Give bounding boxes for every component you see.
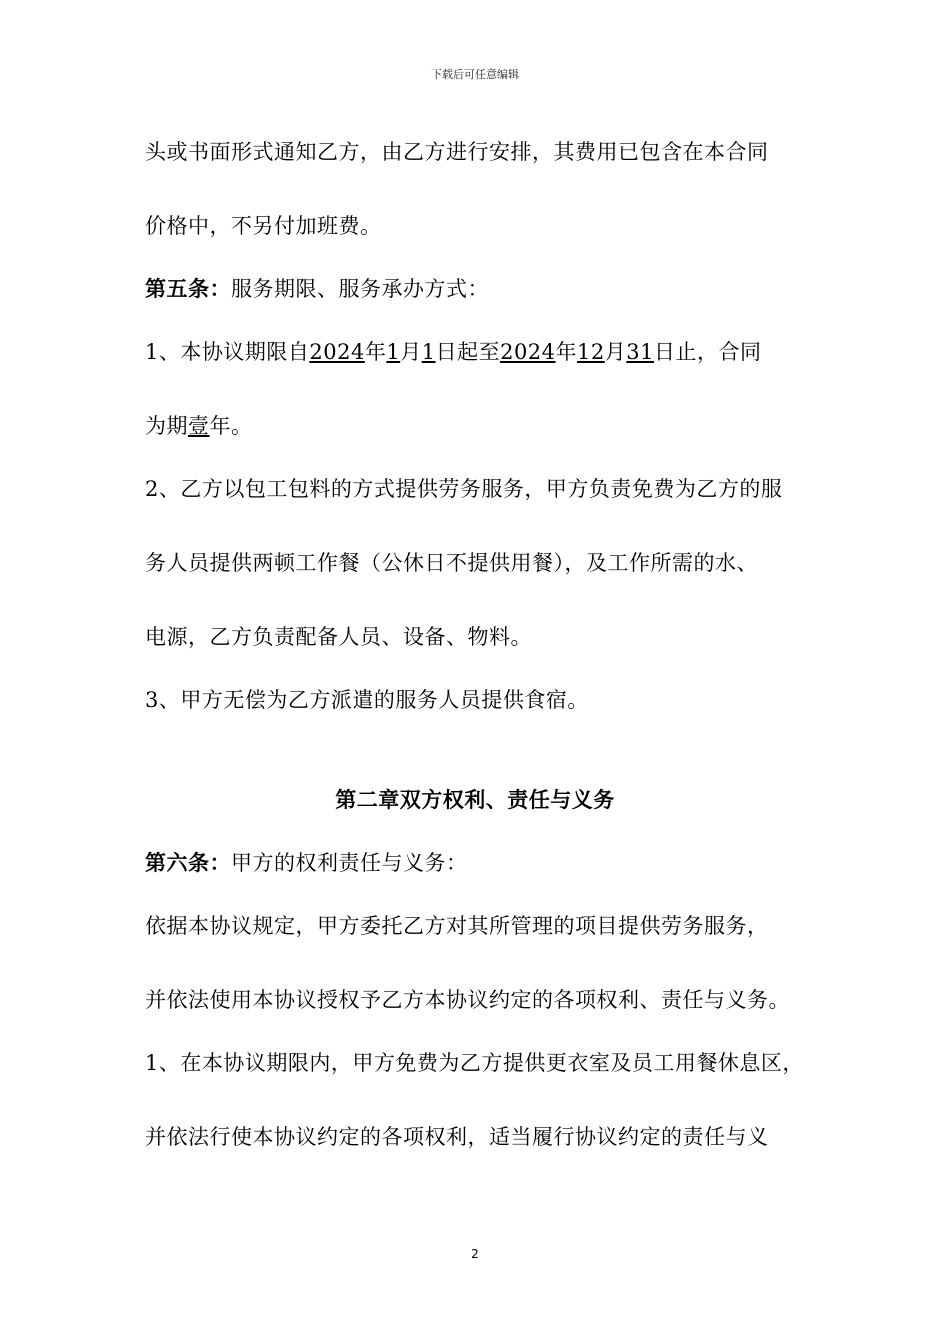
text-span: 年	[364, 340, 387, 364]
text-span: 1、本协议期限自	[145, 340, 310, 364]
article-5-heading	[145, 274, 489, 304]
article-6-line-2: 并依法使用本协议授权予乙方本协议约定的各项权利、责任与义务。	[145, 988, 790, 1012]
article-6-line-3: 1、在本协议期限内，甲方免费为乙方提供更衣室及员工用餐休息区，	[145, 1051, 804, 1075]
chapter-2-title: 第二章双方权利、责任与义务	[335, 787, 615, 812]
text-line-2: 价格中，不另付加班费。	[145, 214, 382, 238]
article-5-title: 服务期限、服务承办方式：	[231, 277, 489, 301]
text-span: 年。	[209, 414, 253, 438]
end-year: 2024	[500, 340, 556, 364]
article-6-line-1: 依据本协议规定，甲方委托乙方对其所管理的项目提供劳务服务，	[145, 914, 769, 938]
page-number: 2	[471, 1247, 479, 1261]
end-day: 31	[626, 340, 654, 364]
article-6-label: 第六条：	[145, 850, 231, 875]
text-line-1: 头或书面形式通知乙方，由乙方进行安排，其费用已包含在本合同	[145, 140, 769, 164]
text-span: 年	[555, 340, 578, 364]
text-span: 月	[400, 340, 422, 364]
clause-2-line-2: 务人员提供两顿工作餐（公休日不提供用餐），及工作所需的水、	[145, 551, 758, 575]
clause-1-line-2	[145, 411, 253, 441]
end-month: 12	[577, 340, 605, 364]
clause-1-line-1	[145, 337, 762, 367]
page-header: 下载后可任意编辑	[431, 68, 519, 81]
term-length: 壹	[188, 414, 210, 438]
clause-3: 3、甲方无偿为乙方派遣的服务人员提供食宿。	[145, 688, 589, 712]
text-span: 月	[604, 340, 627, 364]
clause-2-line-3: 电源，乙方负责配备人员、设备、物料。	[145, 625, 532, 649]
start-year: 2024	[309, 340, 365, 364]
article-6-heading	[145, 848, 468, 878]
clause-2-line-1: 2、乙方以包工包料的方式提供劳务服务，甲方负责免费为乙方的服	[145, 477, 783, 501]
start-month: 1	[386, 340, 401, 364]
text-span: 日止，合同	[654, 340, 762, 364]
article-5-label: 第五条：	[145, 276, 231, 301]
text-span: 日起至	[435, 340, 501, 364]
start-day: 1	[421, 340, 436, 364]
article-6-line-4: 并依法行使本协议约定的各项权利，适当履行协议约定的责任与义	[145, 1125, 769, 1149]
article-6-title: 甲方的权利责任与义务：	[231, 851, 468, 875]
text-span: 为期	[145, 414, 188, 438]
